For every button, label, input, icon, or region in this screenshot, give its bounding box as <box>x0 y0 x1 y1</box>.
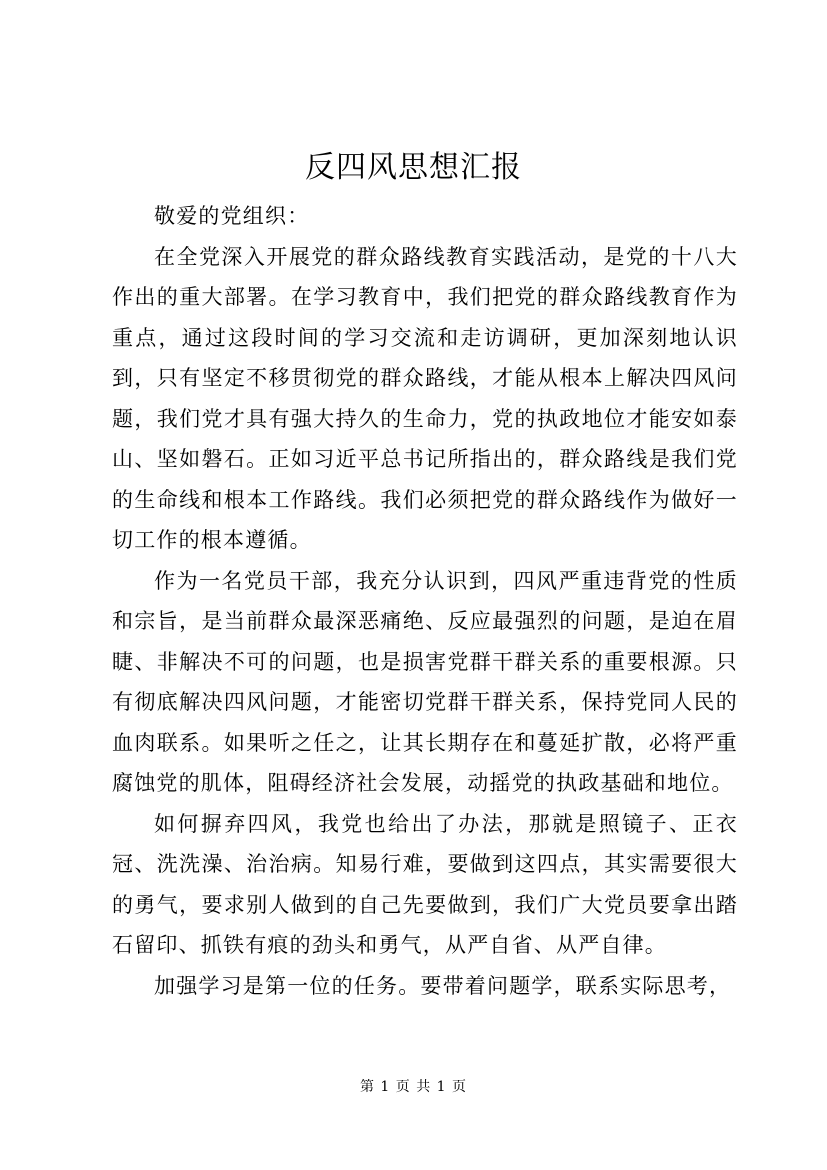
paragraph-2: 作为一名党员干部，我充分认识到，四风严重违背党的性质和宗旨，是当前群众最深恶痛绝、反应最强烈的问题，是迫在眉睫、非解决不可的问题，也是损害党群干群关系的重要根源。只有彻底解决四风问题，才能密切党群干群关系，保持党同人民的血肉联系。如果听之任之，让其长期存在和蔓延扩散，必将严重腐蚀党的肌体，阻碍经济社会发展，动摇党的执政基础和地位。 <box>112 568 738 795</box>
salutation: 敬爱的党组织： <box>154 204 310 228</box>
paragraph-4: 加强学习是第一位的任务。要带着问题学，联系实际思考， <box>154 973 732 998</box>
document-body <box>112 196 738 1006</box>
page-footer: 第 1 页 共 1 页 <box>359 1079 468 1095</box>
paragraph-3: 如何摒弃四风，我党也给出了办法，那就是照镜子、正衣冠、洗洗澡、治治病。知易行难，要做到这四点，其实需要很大的勇气，要求别人做到的自己先要做到，我们广大党员要拿出踏石留印、抓铁有痕的劲头和勇气，从严自省、从严自律。 <box>112 811 738 957</box>
paragraph-1: 在全党深入开展党的群众路线教育实践活动，是党的十八大作出的重大部署。在学习教育中，我们把党的群众路线教育作为重点，通过这段时间的学习交流和走访调研，更加深刻地认识到，只有坚定不移贯彻党的群众路线，才能从根本上解决四风问题，我们党才具有强大持久的生命力，党的执政地位才能安如泰山、坚如磐石。正如习近平总书记所指出的，群众路线是我们党的生命线和根本工作路线。我们必须把党的群众路线作为做好一切工作的根本遵循。 <box>112 244 738 552</box>
document-title: 反四风思想汇报 <box>305 150 522 185</box>
